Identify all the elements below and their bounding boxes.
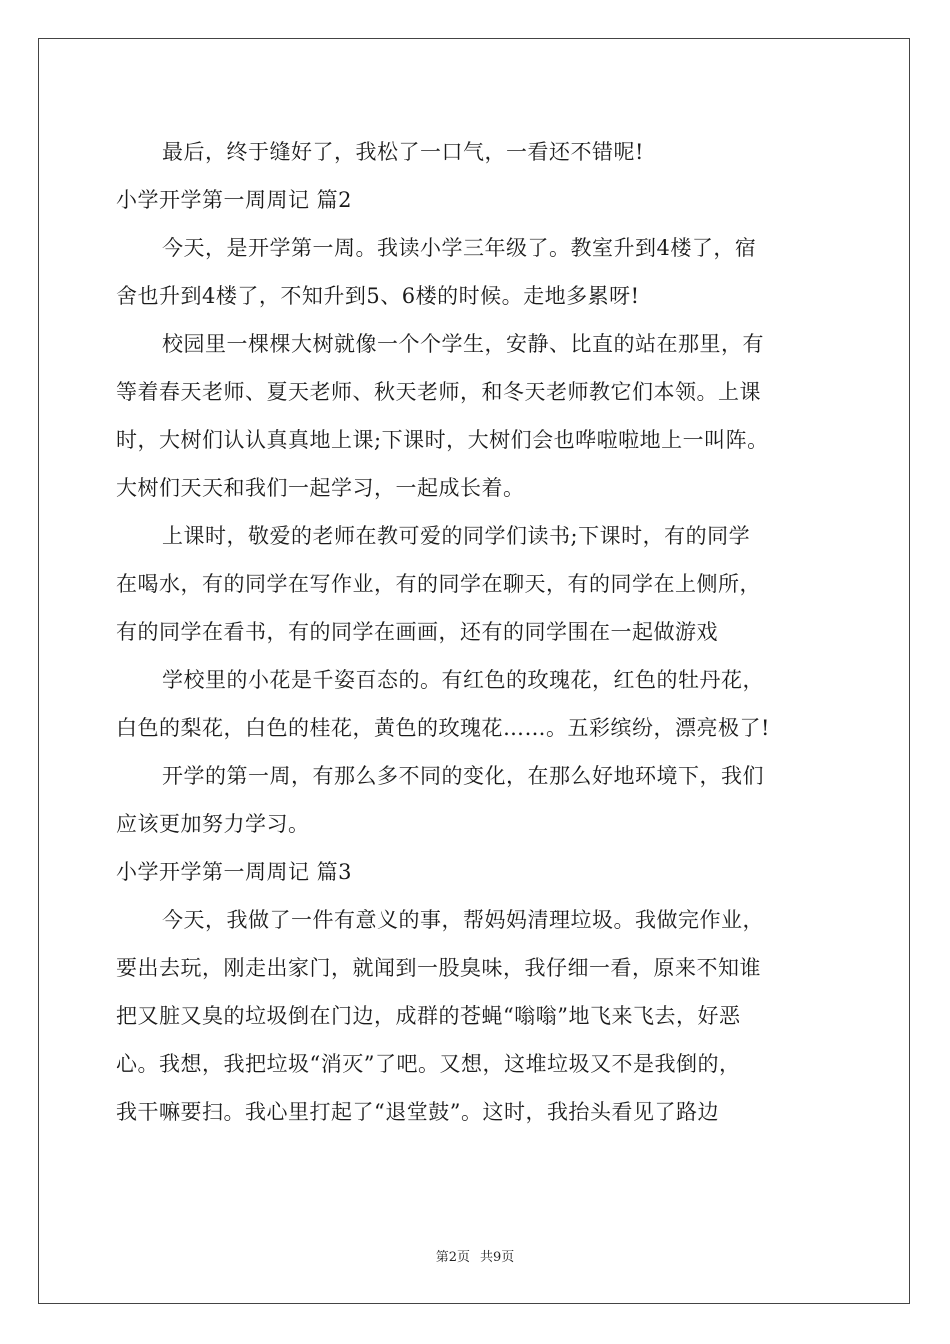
text-line: 时，大树们认认真真地上课;下课时，大树们会也哗啦啦地上一叫阵。: [116, 428, 769, 452]
text-line: 上课时，敬爱的老师在教可爱的同学们读书;下课时，有的同学: [162, 524, 751, 548]
text-line: 应该更加努力学习。: [116, 812, 310, 836]
text-line: 今天，是开学第一周。我读小学三年级了。教室升到4楼了，宿: [162, 236, 757, 260]
text-line: 最后，终于缝好了，我松了一口气，一看还不错呢!: [162, 140, 644, 164]
page-number-total: 共9页: [480, 1250, 515, 1265]
text-line: 学校里的小花是千姿百态的。有红色的玫瑰花，红色的牡丹花，: [162, 668, 764, 692]
text-line: 大树们天天和我们一起学习，一起成长着。: [116, 476, 525, 500]
text-line: 白色的梨花，白色的桂花，黄色的玫瑰花……。五彩缤纷，漂亮极了!: [116, 716, 770, 740]
page-number-current: 第2页: [435, 1250, 470, 1265]
page-footer: [0, 1246, 950, 1265]
text-line: 要出去玩，刚走出家门，就闻到一股臭味，我仔细一看，原来不知谁: [116, 956, 761, 980]
section-heading: 小学开学第一周周记 篇3: [116, 860, 353, 884]
text-line: 开学的第一周，有那么多不同的变化，在那么好地环境下，我们: [162, 764, 764, 788]
text-line: 等着春天老师、夏天老师、秋天老师，和冬天老师教它们本领。上课: [116, 380, 761, 404]
text-line: 在喝水，有的同学在写作业，有的同学在聊天，有的同学在上侧所，: [116, 572, 761, 596]
text-line: 有的同学在看书，有的同学在画画，还有的同学围在一起做游戏: [116, 620, 718, 644]
text-line: 舍也升到4楼了，不知升到5、6楼的时候。走地多累呀!: [116, 284, 640, 308]
text-line: 今天，我做了一件有意义的事，帮妈妈清理垃圾。我做完作业，: [162, 908, 764, 932]
text-line: 我干嘛要扫。我心里打起了“退堂鼓”。这时，我抬头看见了路边: [116, 1100, 719, 1124]
text-line: 把又脏又臭的垃圾倒在门边，成群的苍蝇“嗡嗡”地飞来飞去，好恶: [116, 1004, 741, 1028]
document-body: [116, 128, 846, 1136]
text-line: 心。我想，我把垃圾“消灭”了吧。又想，这堆垃圾又不是我倒的，: [116, 1052, 741, 1076]
section-heading: 小学开学第一周周记 篇2: [116, 188, 353, 212]
text-line: 校园里一棵棵大树就像一个个学生，安静、比直的站在那里，有: [162, 332, 764, 356]
